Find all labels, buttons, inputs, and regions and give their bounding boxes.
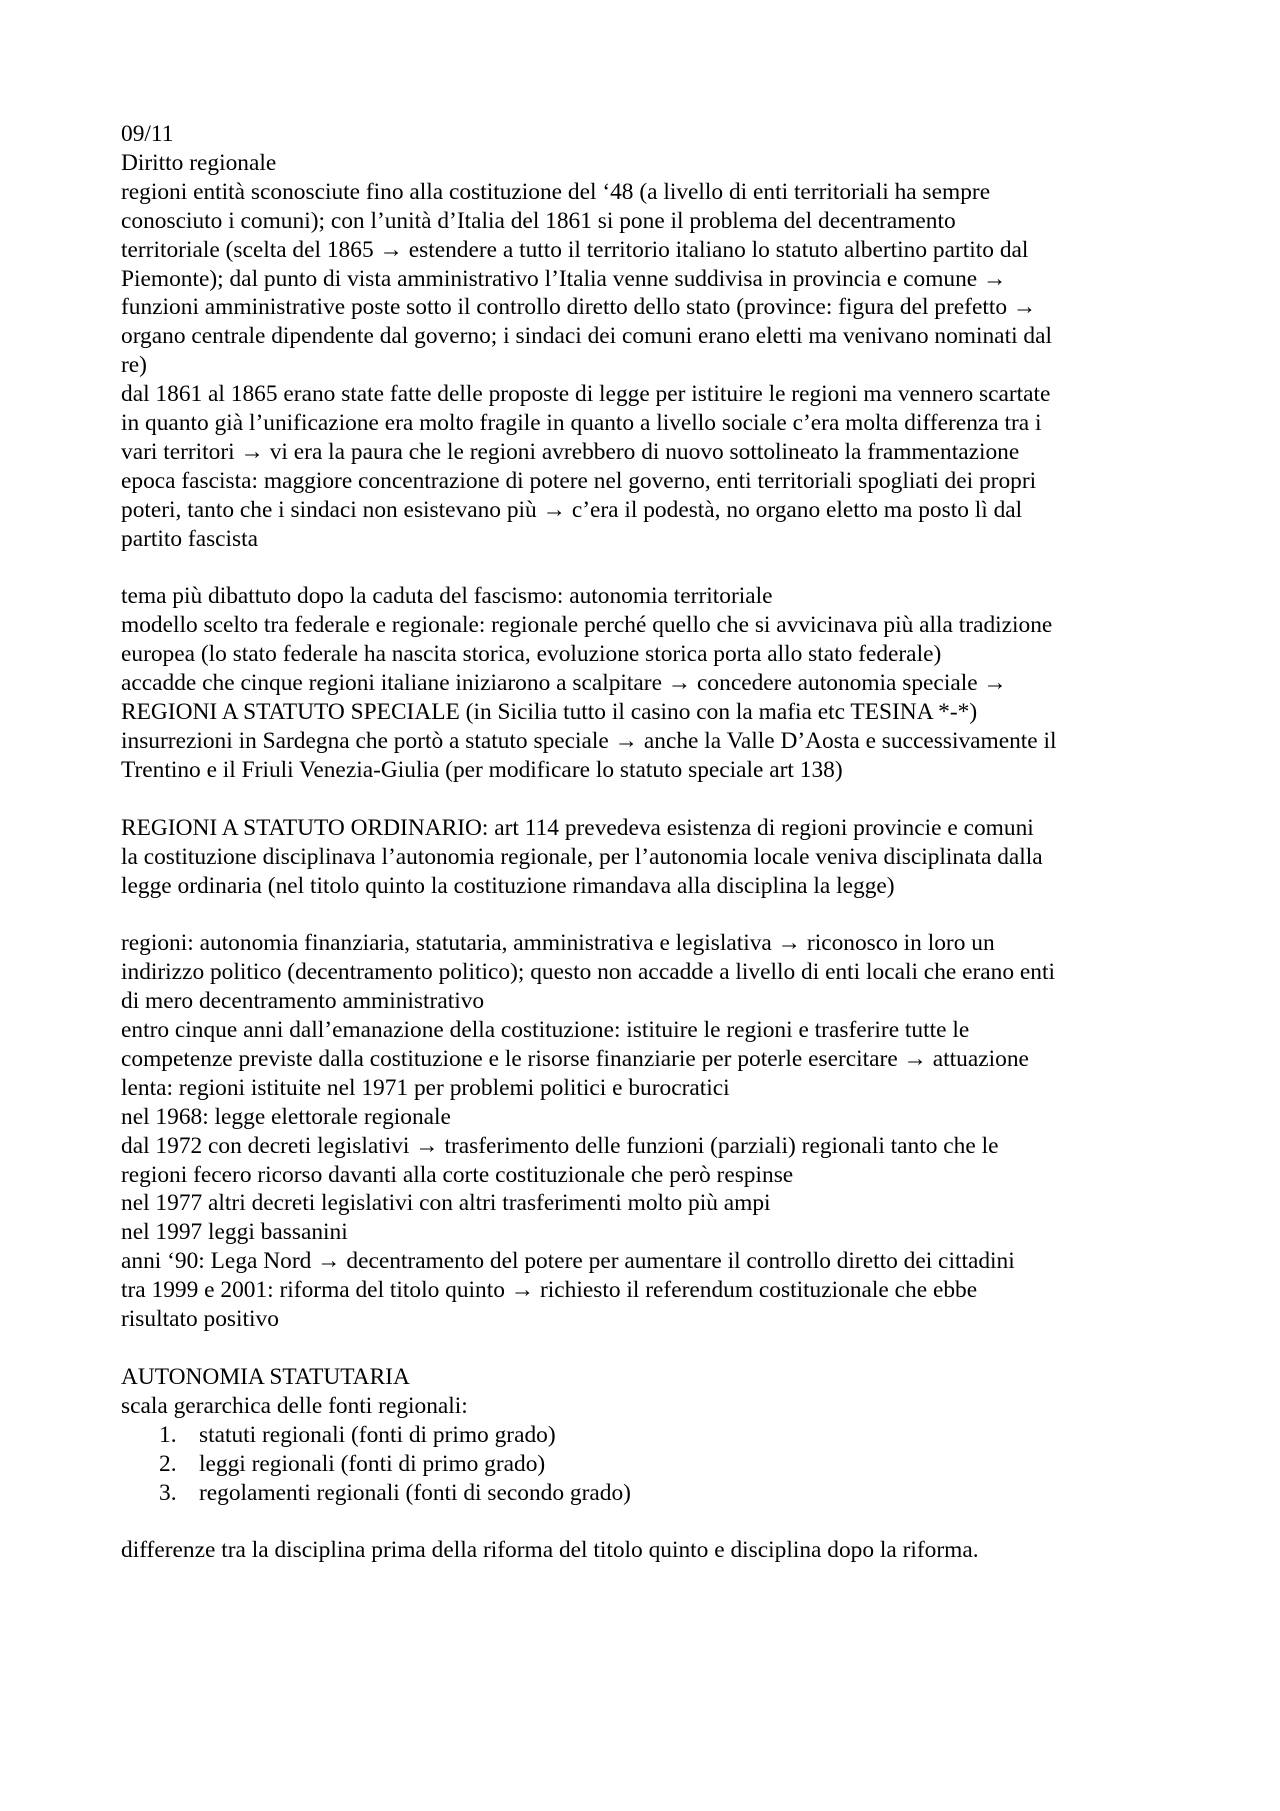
list-item bbox=[121, 1421, 1171, 1450]
text-line: legge ordinaria (nel titolo quinto la costituzione rimandava alla disciplina la legge) bbox=[121, 872, 895, 899]
text-line: dal 1972 con decreti legislativi → trasferimento delle funzioni (parziali) regionali tanto che le bbox=[121, 1132, 999, 1159]
text-line: funzioni amministrative poste sotto il controllo diretto dello stato (province: figura del prefetto → bbox=[121, 294, 1037, 321]
section-statutory-autonomy bbox=[121, 1363, 1171, 1508]
text-line: di mero decentramento amministrativo bbox=[121, 988, 485, 1015]
list-text: statuti regionali (fonti di primo grado) bbox=[199, 1421, 556, 1448]
text-line: Piemonte); dal punto di vista amministrativo l’Italia venne suddivisa in provincia e comune → bbox=[121, 265, 1007, 292]
text-line: tra 1999 e 2001: riforma del titolo quinto → richiesto il referendum costituzionale che ebbe bbox=[121, 1277, 978, 1304]
text-line: europea (lo stato federale ha nascita storica, evoluzione storica porta allo stato federale) bbox=[121, 641, 942, 668]
paragraph-gap bbox=[121, 1507, 1171, 1536]
section-ordinary-statute bbox=[121, 814, 1171, 901]
text-line: modello scelto tra federale e regionale: regionale perché quello che si avvicinava più alla tradizione bbox=[121, 612, 1053, 639]
text-line: REGIONI A STATUTO SPECIALE (in Sicilia tutto il casino con la mafia etc TESINA *-*) bbox=[121, 699, 978, 726]
text-line: re) bbox=[121, 352, 147, 379]
text-line: partito fascista bbox=[121, 525, 259, 552]
document-title: Diritto regionale bbox=[121, 149, 277, 176]
text-line: regioni entità sconosciute fino alla costituzione del ‘48 (a livello di enti territoriali ha sempre bbox=[121, 178, 991, 205]
text-line: entro cinque anni dall’emanazione della costituzione: istituire le regioni e trasferire tutte le bbox=[121, 1017, 970, 1044]
section-regional-autonomy bbox=[121, 929, 1171, 1334]
text-line: organo centrale dipendente dal governo; i sindaci dei comuni erano eletti ma venivano nominati dal bbox=[121, 323, 1052, 350]
list-number: 1. bbox=[159, 1421, 177, 1448]
text-line: dal 1861 al 1865 erano state fatte delle proposte di legge per istituire le regioni ma vennero scartate bbox=[121, 381, 1051, 408]
text-line: anni ‘90: Lega Nord → decentramento del potere per aumentare il controllo diretto dei cittadini bbox=[121, 1248, 1015, 1275]
section-special-statute bbox=[121, 582, 1171, 784]
text-line: lenta: regioni istituite nel 1971 per problemi politici e burocratici bbox=[121, 1074, 730, 1101]
list-number: 3. bbox=[159, 1479, 177, 1506]
text-line: regioni: autonomia finanziaria, statutaria, amministrativa e legislativa → riconosco in loro un bbox=[121, 930, 995, 957]
date-line: 09/11 bbox=[121, 121, 174, 147]
text-line: accadde che cinque regioni italiane iniziarono a scalpitare → concedere autonomia speciale → bbox=[121, 670, 1007, 697]
text-line: tema più dibattuto dopo la caduta del fascismo: autonomia territoriale bbox=[121, 583, 773, 610]
text-line: competenze previste dalla costituzione e le risorse finanziarie per poterle esercitare → attuazione bbox=[121, 1045, 1029, 1072]
document-page bbox=[121, 120, 1171, 1565]
list-item bbox=[121, 1450, 1171, 1479]
text-line: Trentino e il Friuli Venezia-Giulia (per modificare lo statuto speciale art 138) bbox=[121, 756, 843, 783]
paragraph-gap bbox=[121, 900, 1171, 929]
text-line: conosciuto i comuni); con l’unità d’Italia del 1861 si pone il problema del decentramento bbox=[121, 207, 956, 234]
sources-list bbox=[121, 1421, 1171, 1508]
paragraph-gap bbox=[121, 554, 1171, 583]
text-line: poteri, tanto che i sindaci non esistevano più → c’era il podestà, no organo eletto ma posto lì dal bbox=[121, 496, 1023, 523]
text-line: in quanto già l’unificazione era molto fragile in quanto a livello sociale c’era molta differenza tra i bbox=[121, 410, 1042, 437]
text-line: insurrezioni in Sardegna che portò a statuto speciale → anche la Valle D’Aosta e successivamente il bbox=[121, 728, 1057, 755]
text-line: regioni fecero ricorso davanti alla corte costituzionale che però respinse bbox=[121, 1161, 794, 1188]
list-number: 2. bbox=[159, 1450, 177, 1477]
list-item bbox=[121, 1479, 1171, 1508]
text-line: scala gerarchica delle fonti regionali: bbox=[121, 1392, 468, 1419]
text-line: indirizzo politico (decentramento politico); questo non accadde a livello di enti locali che erano enti bbox=[121, 959, 1055, 986]
section-history bbox=[121, 178, 1171, 554]
paragraph-gap bbox=[121, 785, 1171, 814]
text-line: nel 1997 leggi bassanini bbox=[121, 1219, 348, 1246]
list-text: leggi regionali (fonti di primo grado) bbox=[199, 1450, 546, 1477]
text-line: epoca fascista: maggiore concentrazione di potere nel governo, enti territoriali spogliati dei propri bbox=[121, 467, 1037, 494]
text-line: nel 1968: legge elettorale regionale bbox=[121, 1103, 451, 1130]
text-line: nel 1977 altri decreti legislativi con altri trasferimenti molto più ampi bbox=[121, 1190, 771, 1217]
text-line: vari territori → vi era la paura che le regioni avrebbero di nuovo sottolineato la frammentazione bbox=[121, 438, 1020, 465]
section-heading: AUTONOMIA STATUTARIA bbox=[121, 1363, 410, 1390]
text-line: territoriale (scelta del 1865 → estendere a tutto il territorio italiano lo statuto albertino partito dal bbox=[121, 236, 1029, 263]
text-line: risultato positivo bbox=[121, 1306, 279, 1333]
text-line: la costituzione disciplinava l’autonomia regionale, per l’autonomia locale veniva disciplinata dalla bbox=[121, 843, 1043, 870]
closing-line: differenze tra la disciplina prima della riforma del titolo quinto e disciplina dopo la riforma. bbox=[121, 1537, 979, 1564]
list-text: regolamenti regionali (fonti di secondo grado) bbox=[199, 1479, 631, 1506]
text-line: REGIONI A STATUTO ORDINARIO: art 114 prevedeva esistenza di regioni provincie e comuni bbox=[121, 814, 1034, 841]
paragraph-gap bbox=[121, 1334, 1171, 1363]
